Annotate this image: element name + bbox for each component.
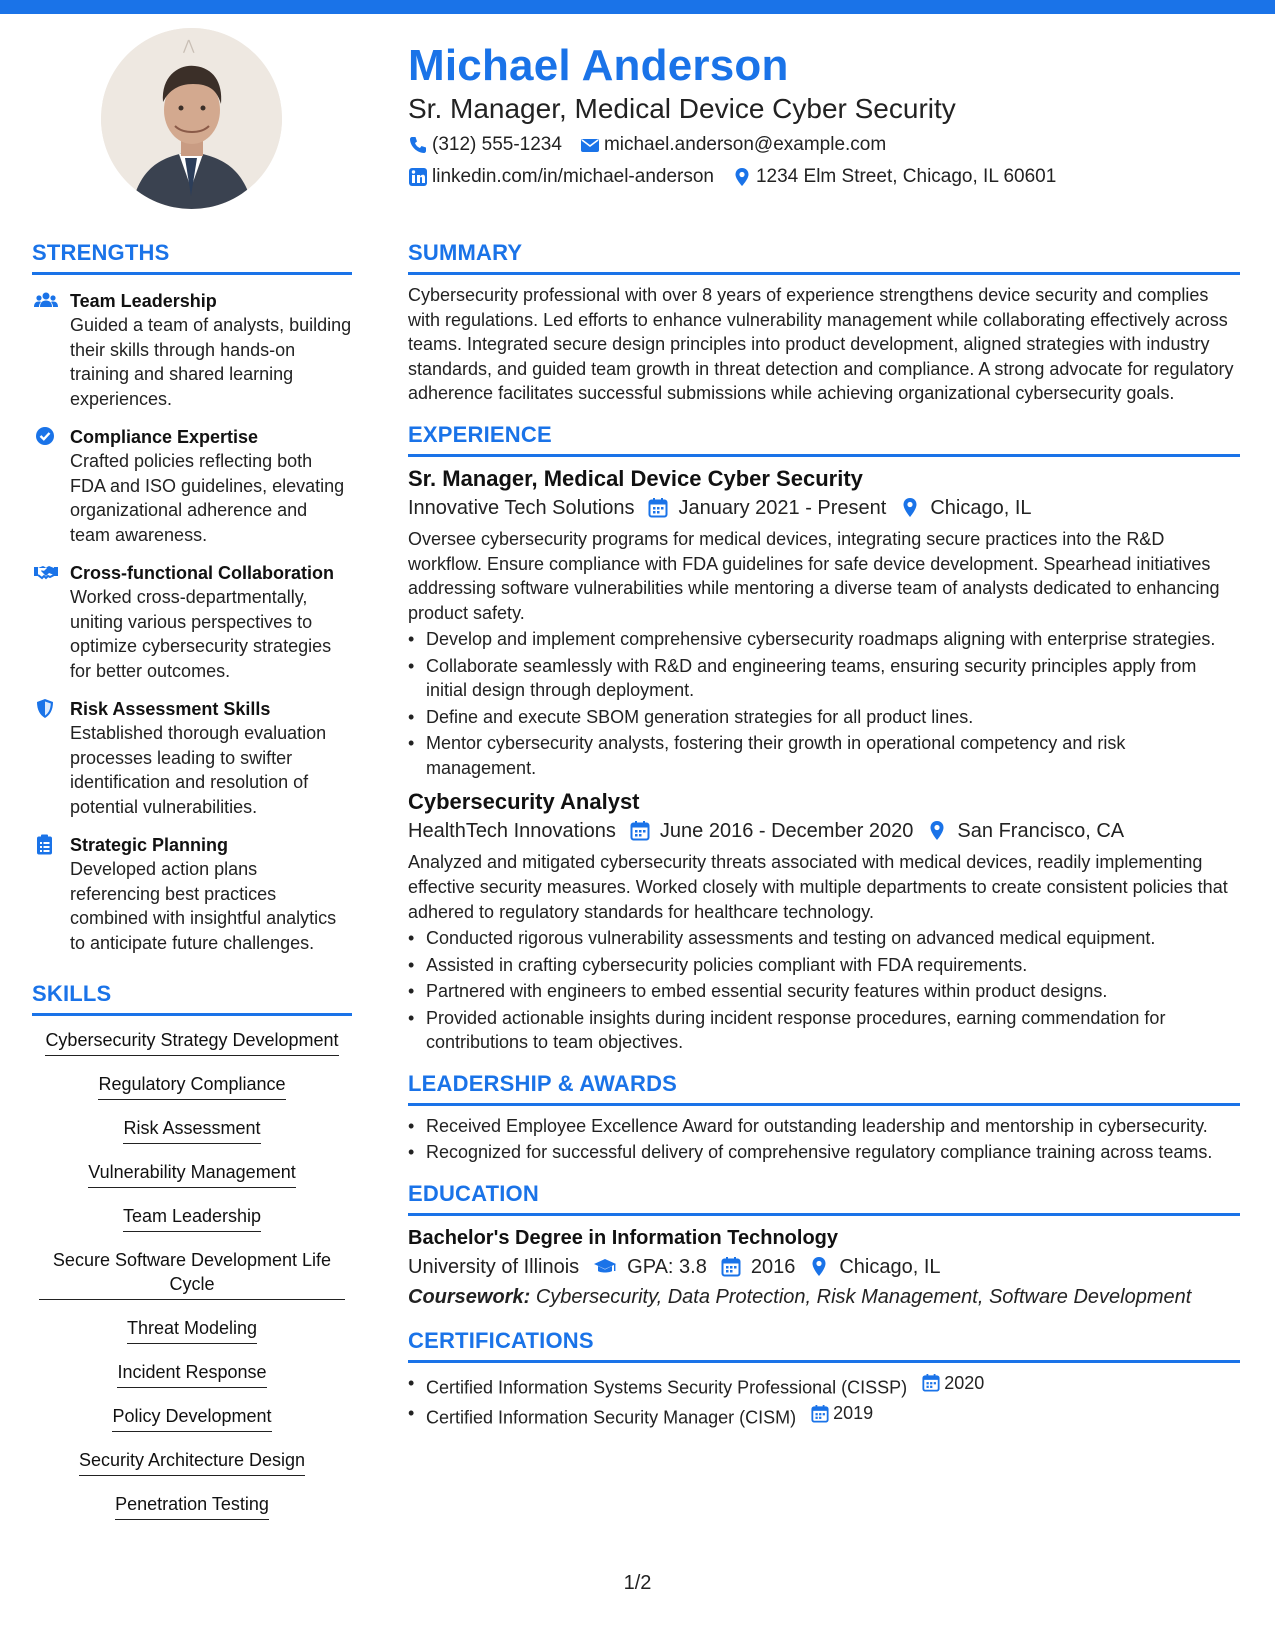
users-icon — [34, 290, 58, 312]
awards-list — [408, 1114, 1240, 1165]
skill-tag: Team Leadership — [123, 1202, 261, 1232]
skills-heading: SKILLS — [32, 981, 112, 1006]
skill-tag: Incident Response — [117, 1358, 266, 1388]
awards-rule — [408, 1103, 1240, 1106]
calendar-icon — [721, 1256, 741, 1278]
job-meta — [408, 816, 1240, 846]
job-company: HealthTech Innovations — [408, 820, 616, 843]
contact-row-1 — [408, 132, 1248, 158]
strength-desc: Developed action plans referencing best practices combined with insightful analytics to anticipate future challenges. — [70, 859, 337, 953]
skill-tag: Policy Development — [112, 1402, 271, 1432]
check-circle-icon — [34, 426, 58, 448]
strength-item — [32, 561, 352, 683]
email-item[interactable] — [580, 134, 886, 156]
right-column — [408, 240, 1240, 1432]
strength-item — [32, 289, 352, 411]
location-pin-icon — [900, 497, 920, 519]
location-pin-icon — [927, 820, 947, 842]
strength-name: Strategic Planning — [70, 835, 229, 855]
phone-text: (312) 555-1234 — [432, 134, 562, 155]
strength-desc: Established thorough evaluation processes leading to swifter identification and resolution of potential vulnerabilities. — [70, 723, 327, 817]
strengths-heading: STRENGTHS — [32, 240, 170, 265]
top-accent-bar — [0, 0, 1275, 14]
job-bullets — [408, 627, 1240, 780]
bullet-item: • Conducted rigorous vulnerability assessments and testing on advanced medical equipment. — [408, 926, 1240, 951]
left-column — [32, 240, 352, 1534]
phone-item — [408, 134, 562, 156]
job-entry — [408, 465, 1240, 780]
job-bullets — [408, 926, 1240, 1055]
linkedin-item[interactable] — [408, 166, 714, 188]
certifications-rule — [408, 1360, 1240, 1363]
education-gpa-item — [593, 1252, 707, 1282]
certifications-section — [408, 1328, 1240, 1431]
envelope-icon — [580, 135, 600, 155]
job-location-item — [900, 493, 1031, 523]
profile-photo — [101, 28, 282, 209]
coursework-text: Cybersecurity, Data Protection, Risk Management, Software Development — [535, 1285, 1192, 1308]
job-meta — [408, 493, 1240, 523]
job-dates-item — [648, 493, 886, 523]
job-location: San Francisco, CA — [957, 820, 1125, 843]
certifications-list — [408, 1371, 1240, 1431]
summary-heading: SUMMARY — [408, 240, 523, 265]
bullet-item: • Collaborate seamlessly with R&D and engineering teams, ensuring security principles apply from initial design through deployment. — [408, 654, 1240, 703]
education-meta — [408, 1252, 1240, 1282]
calendar-icon — [922, 1373, 940, 1393]
contact-row-2 — [408, 164, 1248, 190]
email-text[interactable]: michael.anderson@example.com — [603, 134, 887, 155]
address-item — [732, 166, 1056, 188]
summary-text: Cybersecurity professional with over 8 years of experience strengthens device security and complies with regulations. Led efforts to enhance vulnerability management while collaborating effectively across teams. Integrated secure design principles into product development, aligned strategies with industry standards, and guided team growth in threat detection and compliance. A strong advocate for regulatory adherence facilitates successful submissions while achieving organizational cybersecurity goals. — [408, 285, 1234, 404]
svg-text:⋀: ⋀ — [183, 38, 195, 54]
certifications-heading: CERTIFICATIONS — [408, 1327, 594, 1353]
bullet-item: • Define and execute SBOM generation strategies for all product lines. — [408, 705, 1240, 730]
job-entry — [408, 788, 1240, 1054]
strength-desc: Worked cross-departmentally, uniting various perspectives to optimize cybersecurity strategies for better outcomes. — [70, 587, 332, 681]
education-school: University of Illinois — [408, 1255, 580, 1278]
experience-section — [408, 422, 1240, 1055]
strength-name: Compliance Expertise — [70, 427, 259, 447]
skill-tag: Cybersecurity Strategy Development — [45, 1026, 338, 1056]
skills-rule — [32, 1013, 352, 1016]
certification-year: 2019 — [833, 1403, 874, 1424]
job-company: Innovative Tech Solutions — [408, 496, 635, 519]
education-location: Chicago, IL — [839, 1255, 941, 1278]
page-number: 1/2 — [623, 1572, 652, 1594]
certification-year-item — [922, 1371, 984, 1396]
skill-tag: Risk Assessment — [123, 1114, 260, 1144]
strength-name: Team Leadership — [70, 291, 217, 311]
skill-tag: Penetration Testing — [115, 1490, 269, 1520]
education-section — [408, 1181, 1240, 1312]
education-coursework — [408, 1282, 1240, 1312]
skill-list — [32, 1026, 352, 1534]
job-dates: January 2021 - Present — [678, 496, 887, 519]
awards-section — [408, 1071, 1240, 1165]
graduation-cap-icon — [593, 1256, 617, 1278]
job-location-item — [927, 816, 1124, 846]
skill-tag: Vulnerability Management — [88, 1158, 295, 1188]
calendar-icon — [811, 1404, 829, 1424]
bullet-item: • Mentor cybersecurity analysts, fostering their growth in operational competency and risk management. — [408, 731, 1240, 780]
resume-header — [408, 40, 1248, 190]
strength-desc: Guided a team of analysts, building their skills through hands-on training and shared learning experiences. — [70, 315, 352, 409]
bullet-item: • Recognized for successful delivery of comprehensive regulatory compliance training across teams. — [408, 1140, 1240, 1165]
profile-photo-image — [101, 28, 282, 209]
strength-item — [32, 425, 352, 547]
bullet-item: • Assisted in crafting cybersecurity policies compliant with FDA requirements. — [408, 953, 1240, 978]
bullet-item: • Received Employee Excellence Award for outstanding leadership and mentorship in cybersecurity. — [408, 1114, 1240, 1139]
job-description: Analyzed and mitigated cybersecurity threats associated with medical devices, readily implementing effective security measures. Worked closely with multiple departments to create consistent policies that adhered to regulatory standards for healthcare technology. — [408, 852, 1228, 922]
shield-icon — [34, 698, 58, 720]
education-heading: EDUCATION — [408, 1180, 539, 1206]
certification-year-item — [811, 1401, 873, 1426]
coursework-label: Coursework: — [408, 1285, 531, 1308]
skill-tag: Security Architecture Design — [79, 1446, 305, 1476]
certification-item — [408, 1371, 1240, 1400]
address-text: 1234 Elm Street, Chicago, IL 60601 — [755, 166, 1057, 187]
certification-year: 2020 — [944, 1372, 985, 1393]
linkedin-text[interactable]: linkedin.com/in/michael-anderson — [432, 166, 714, 187]
strengths-rule — [32, 272, 352, 275]
education-year-item — [721, 1252, 796, 1282]
certification-item — [408, 1401, 1240, 1430]
experience-rule — [408, 454, 1240, 457]
calendar-icon — [648, 497, 668, 519]
bullet-item: • Partnered with engineers to embed essential security features within product designs. — [408, 979, 1240, 1004]
job-title: Sr. Manager, Medical Device Cyber Security — [408, 465, 863, 491]
clipboard-list-icon — [34, 834, 58, 856]
job-dates: June 2016 - December 2020 — [659, 820, 914, 843]
phone-icon — [408, 135, 428, 155]
strength-item — [32, 833, 352, 955]
candidate-name: Michael Anderson — [408, 41, 789, 90]
job-description: Oversee cybersecurity programs for medical devices, integrating secure practices into the R&D workflow. Ensure compliance with FDA guidelines for safe device development. Spearhead initiatives addressing software vulnerabilities while mentoring a diverse team of analysts dedicated to enhancing product safety. — [408, 528, 1220, 623]
education-degree: Bachelor's Degree in Information Technology — [408, 1226, 839, 1249]
strength-desc: Crafted policies reflecting both FDA and ISO guidelines, elevating organizational adherence and team awareness. — [70, 451, 345, 545]
job-dates-item — [630, 816, 914, 846]
bullet-item: • Develop and implement comprehensive cybersecurity roadmaps aligning with enterprise strategies. — [408, 627, 1240, 652]
candidate-title: Sr. Manager, Medical Device Cyber Security — [408, 93, 956, 124]
education-year: 2016 — [750, 1255, 796, 1278]
handshake-icon — [34, 562, 58, 584]
experience-heading: EXPERIENCE — [408, 421, 552, 447]
certification-name: Certified Information Security Manager (CISM) — [426, 1407, 797, 1428]
location-pin-icon — [732, 167, 752, 187]
strength-name: Risk Assessment Skills — [70, 699, 271, 719]
bullet-item: • Provided actionable insights during incident response procedures, earning commendation for contributions to team objectives. — [408, 1006, 1240, 1055]
summary-rule — [408, 272, 1240, 275]
certification-name: Certified Information Systems Security Professional (CISSP) — [426, 1376, 908, 1397]
location-pin-icon — [809, 1256, 829, 1278]
job-title: Cybersecurity Analyst — [408, 789, 640, 815]
strength-item — [32, 697, 352, 819]
education-rule — [408, 1213, 1240, 1216]
calendar-icon — [630, 820, 650, 842]
skill-tag: Regulatory Compliance — [98, 1070, 285, 1100]
education-gpa: GPA: 3.8 — [627, 1255, 707, 1278]
strength-name: Cross-functional Collaboration — [70, 563, 335, 583]
linkedin-icon — [408, 167, 428, 187]
education-location-item — [809, 1252, 940, 1282]
job-location: Chicago, IL — [930, 496, 1032, 519]
skill-tag: Secure Software Development Life Cycle — [39, 1246, 345, 1300]
skill-tag: Threat Modeling — [127, 1314, 257, 1344]
awards-heading: LEADERSHIP & AWARDS — [408, 1070, 678, 1096]
